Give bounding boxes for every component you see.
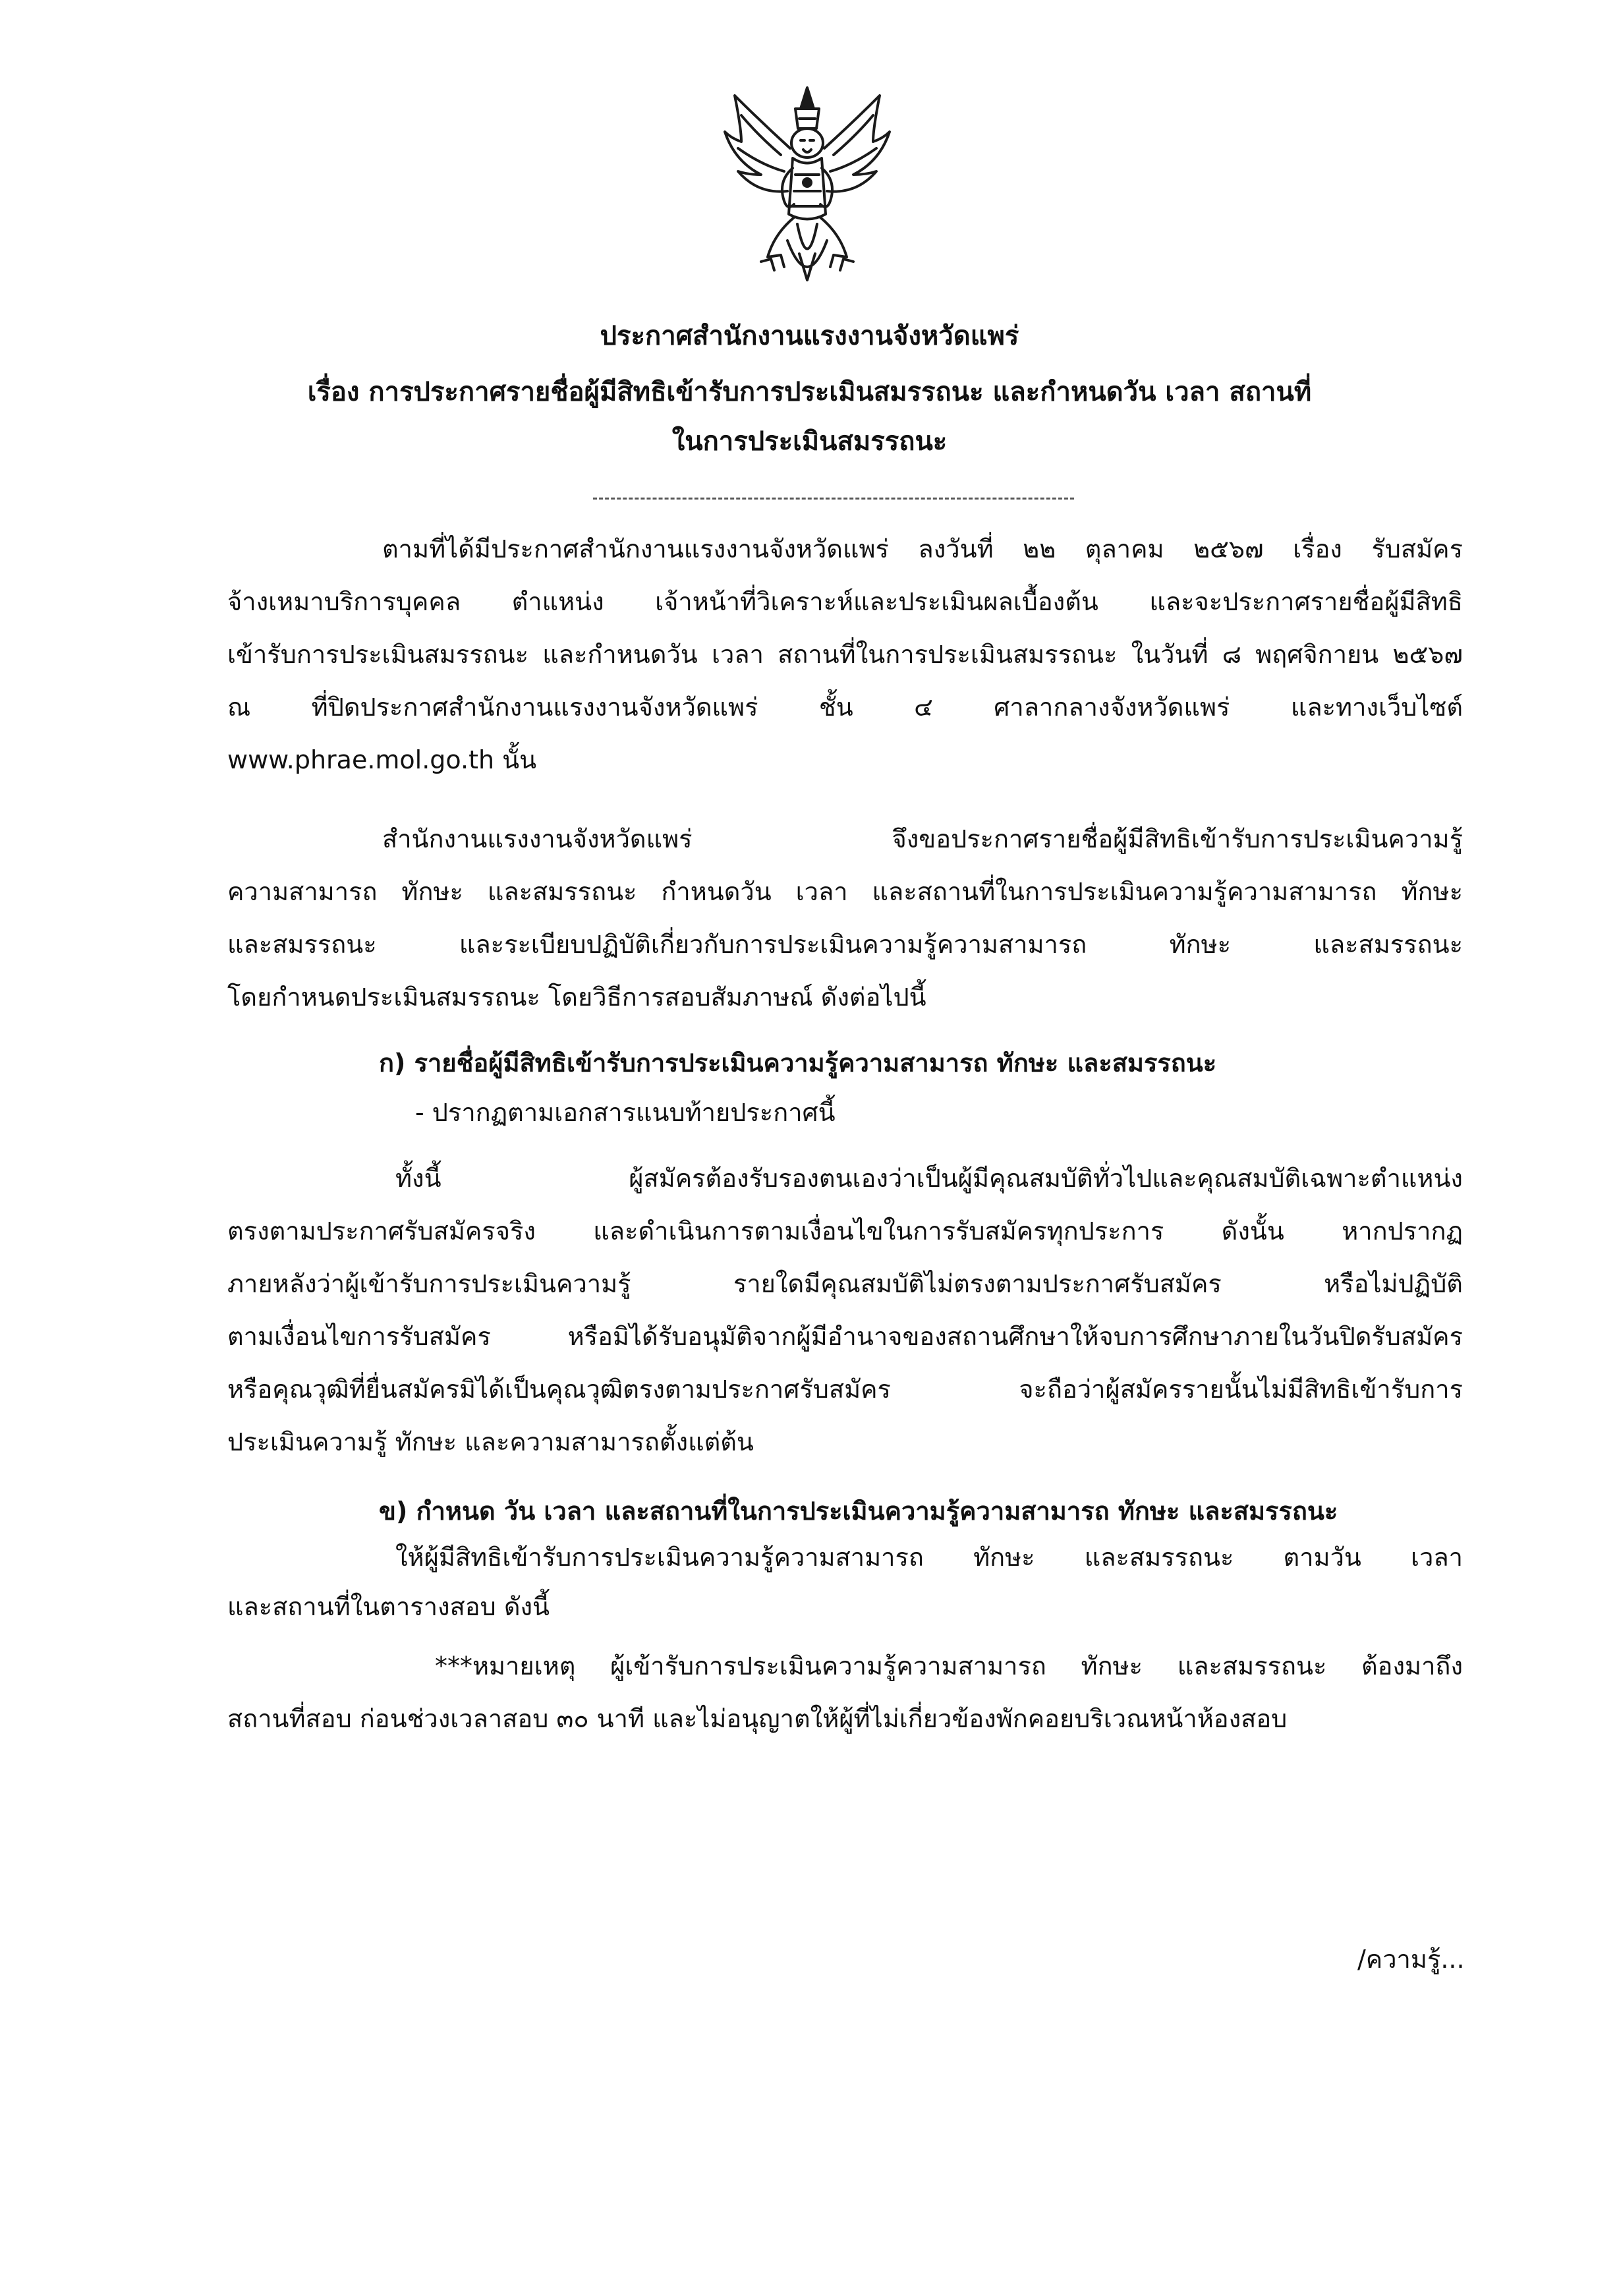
paragraph-3-line: ตามเงื่อนไขการรับสมัคร หรือมิได้รับอนุมัติจากผู้มีอำนาจของสถานศึกษาให้จบการศึกษาภายในวันปิดรับสมัคร bbox=[227, 1322, 1463, 1351]
paragraph-1-line: เข้ารับการประเมินสมรรถนะ และกำหนดวัน เวลา สถานที่ในการประเมินสมรรถนะ ในวันที่ ๘ พฤศจิกายน ๒๕๖๗ bbox=[227, 640, 1463, 669]
paragraph-2-line: และสมรรถนะ และระเบียบปฏิบัติเกี่ยวกับการประเมินความรู้ความสามารถ ทักษะ และสมรรถนะ bbox=[227, 930, 1463, 959]
section-b-heading: ข) กำหนด วัน เวลา และสถานที่ในการประเมินความรู้ความสามารถ ทักษะ และสมรรถนะ bbox=[379, 1497, 1338, 1526]
paragraph-1-line: จ้างเหมาบริการบุคคล ตำแหน่ง เจ้าหน้าที่วิเคราะห์และประเมินผลเบื้องต้น และจะประกาศรายชื่อผู้มีสิทธิ bbox=[227, 587, 1463, 616]
note-line: สถานที่สอบ ก่อนช่วงเวลาสอบ ๓๐ นาที และไม่อนุญาตให้ผู้ที่ไม่เกี่ยวข้องพักคอยบริเวณหน้าห้องสอบ bbox=[227, 1704, 1288, 1733]
announcement-title: ประกาศสำนักงานแรงงานจังหวัดแพร่ bbox=[600, 321, 1019, 351]
section-a-heading: ก) รายชื่อผู้มีสิทธิเข้ารับการประเมินความรู้ความสามารถ ทักษะ และสมรรถนะ bbox=[379, 1048, 1217, 1077]
paragraph-2-line: โดยกำหนดประเมินสมรรถนะ โดยวิธีการสอบสัมภาษณ์ ดังต่อไปนี้ bbox=[227, 983, 926, 1012]
paragraph-1-line: ตามที่ได้มีประกาศสำนักงานแรงงานจังหวัดแพร่ ลงวันที่ ๒๒ ตุลาคม ๒๕๖๗ เรื่อง รับสมัคร bbox=[382, 534, 1463, 563]
paragraph-1-line: ณ ที่ปิดประกาศสำนักงานแรงงานจังหวัดแพร่ ชั้น ๔ ศาลากลางจังหวัดแพร่ และทางเว็บไซต์ bbox=[227, 693, 1463, 722]
paragraph-3-line: ประเมินความรู้ ทักษะ และความสามารถตั้งแต่ต้น bbox=[227, 1427, 754, 1456]
paragraph-2-line: ความสามารถ ทักษะ และสมรรถนะ กำหนดวัน เวลา และสถานที่ในการประเมินความรู้ความสามารถ ทักษะ bbox=[227, 877, 1463, 906]
paragraph-3-line: ตรงตามประกาศรับสมัครจริง และดำเนินการตามเงื่อนไขในการรับสมัครทุกประการ ดังนั้น หากปรากฏ bbox=[227, 1217, 1463, 1246]
paragraph-3-line: หรือคุณวุฒิที่ยื่นสมัครมิได้เป็นคุณวุฒิตรงตามประกาศรับสมัคร จะถือว่าผู้สมัครรายนั้นไม่มีสิทธิเข้ารับการ bbox=[227, 1375, 1463, 1404]
paragraph-3-line: ภายหลังว่าผู้เข้ารับการประเมินความรู้ รายใดมีคุณสมบัติไม่ตรงตามประกาศรับสมัคร หรือไม่ปฏิบัติ bbox=[227, 1269, 1463, 1298]
paragraph-3-line: ทั้งนี้ ผู้สมัครต้องรับรองตนเองว่าเป็นผู้มีคุณสมบัติทั่วไปและคุณสมบัติเฉพาะตำแหน่ง bbox=[395, 1164, 1463, 1193]
note-line: ***หมายเหตุ ผู้เข้ารับการประเมินความรู้ความสามารถ ทักษะ และสมรรถนะ ต้องมาถึง bbox=[435, 1651, 1463, 1680]
page-continuation: /ความรู้... bbox=[1357, 1945, 1465, 1974]
paragraph-4-line: และสถานที่ในตารางสอบ ดังนี้ bbox=[227, 1592, 550, 1621]
title-divider bbox=[593, 498, 1074, 500]
paragraph-4-line: ให้ผู้มีสิทธิเข้ารับการประเมินความรู้ความสามารถ ทักษะ และสมรรถนะ ตามวัน เวลา bbox=[395, 1543, 1463, 1572]
section-a-item: - ปรากฏตามเอกสารแนบท้ายประกาศนี้ bbox=[415, 1098, 836, 1127]
paragraph-1-line: www.phrae.mol.go.th นั้น bbox=[227, 745, 537, 774]
paragraph-2-line: สำนักงานแรงงานจังหวัดแพร่ จึงขอประกาศรายชื่อผู้มีสิทธิเข้ารับการประเมินความรู้ bbox=[382, 824, 1463, 853]
announcement-subject-continued: ในการประเมินสมรรถนะ bbox=[671, 426, 948, 457]
announcement-subject: เรื่อง การประกาศรายชื่อผู้มีสิทธิเข้ารับการประเมินสมรรถนะ และกำหนดวัน เวลา สถานที่ bbox=[307, 377, 1312, 407]
garuda-emblem-icon bbox=[722, 82, 893, 293]
